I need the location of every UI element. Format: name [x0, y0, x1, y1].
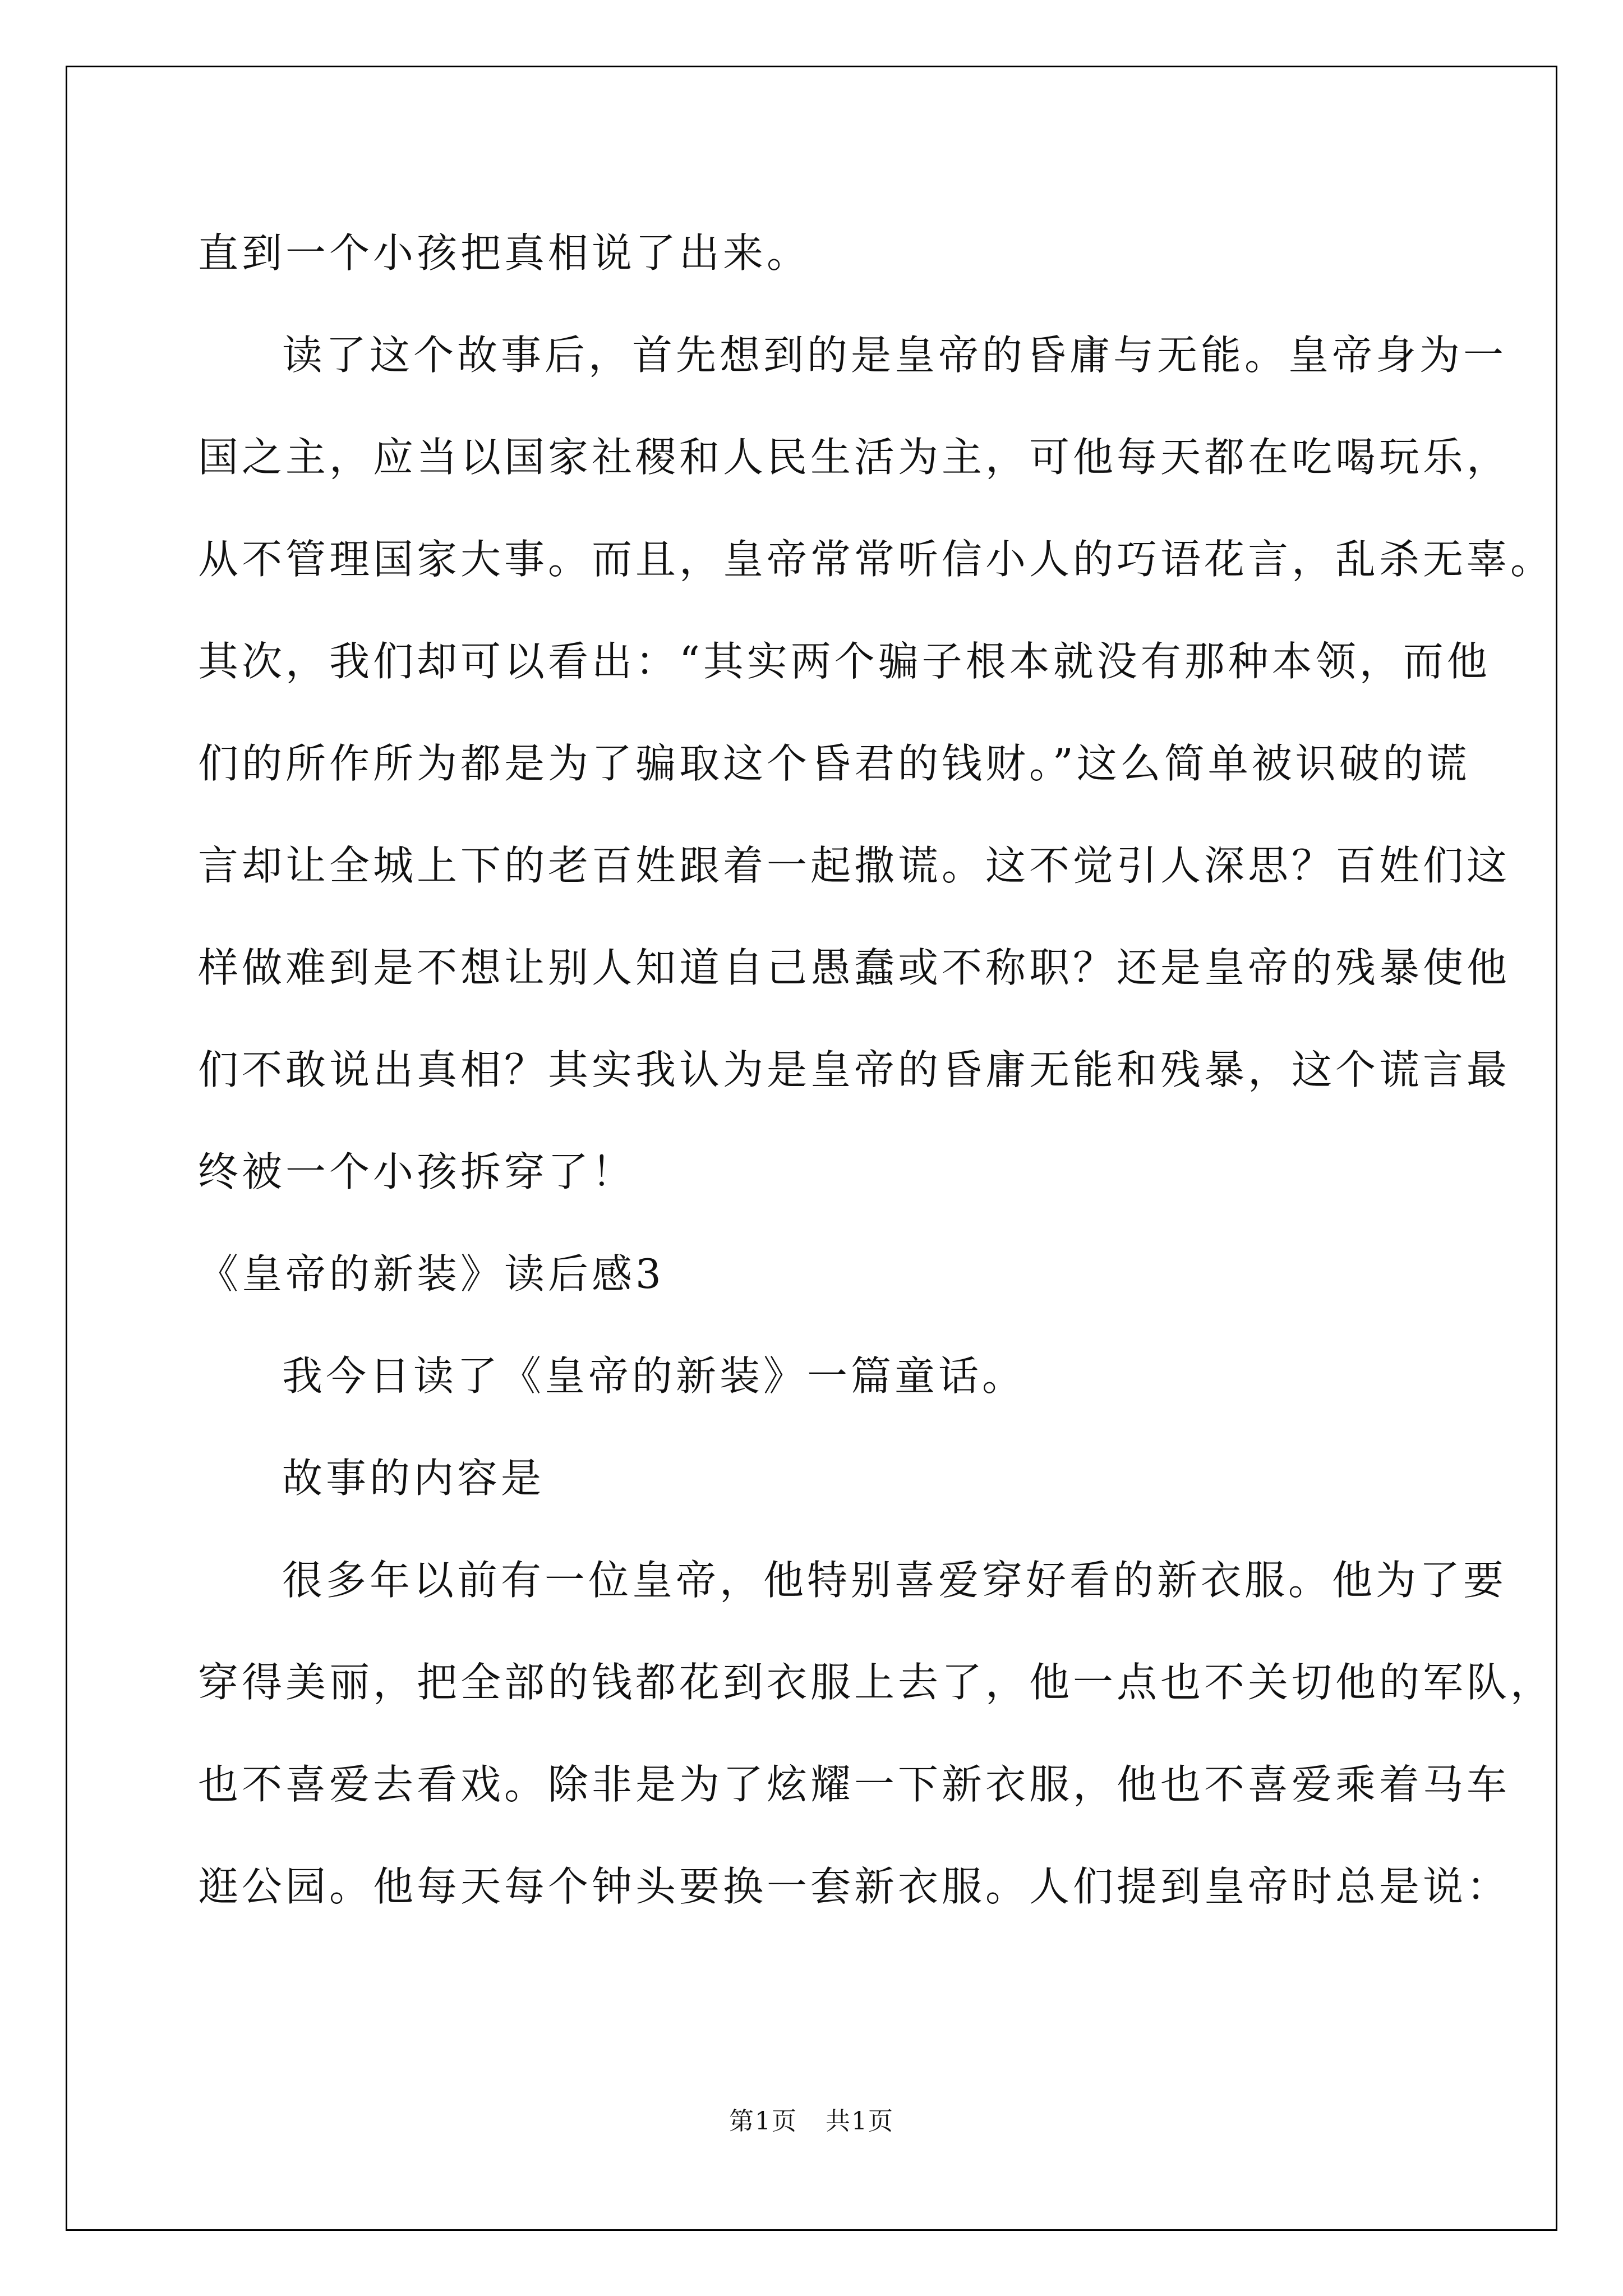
page-number: 第1页 [729, 2107, 797, 2136]
paragraph-start-line: 故事的内容是 [282, 1455, 545, 1502]
text-line: 样做难到是不想让别人知道自己愚蠢或不称职？还是皇帝的残暴使他 [198, 944, 1511, 991]
text-line: 言却让全城上下的老百姓跟着一起撒谎。这不觉引人深思？百姓们这 [198, 842, 1511, 889]
page-total: 共1页 [826, 2107, 894, 2136]
text-line: 其次，我们却可以看出：“其实两个骗子根本就没有那种本领，而他 [198, 638, 1491, 685]
text-line: 终被一个小孩拆穿了！ [198, 1148, 636, 1195]
text-line: 们不敢说出真相？其实我认为是皇帝的昏庸无能和残暴，这个谎言最 [198, 1046, 1511, 1093]
text-line: 逛公园。他每天每个钟头要换一套新衣服。人们提到皇帝时总是说： [198, 1863, 1511, 1910]
text-line: 穿得美丽，把全部的钱都花到衣服上去了，他一点也不关切他的军队， [198, 1659, 1555, 1706]
paragraph-start-line: 很多年以前有一位皇帝，他特别喜爱穿好看的新衣服。他为了要 [282, 1557, 1507, 1604]
text-line: 们的所作所为都是为了骗取这个昏君的钱财。”这么简单被识破的谎 [198, 740, 1470, 787]
paragraph-start-line: 读了这个故事后，首先想到的是皇帝的昏庸与无能。皇帝身为一 [282, 332, 1507, 379]
text-line: 从不管理国家大事。而且，皇帝常常听信小人的巧语花言，乱杀无辜。 [198, 536, 1555, 583]
text-line: 直到一个小孩把真相说了出来。 [198, 229, 811, 277]
paragraph-start-line: 我今日读了《皇帝的新装》一篇童话。 [282, 1352, 1026, 1400]
section-heading: 《皇帝的新装》读后感3 [198, 1250, 665, 1297]
page-footer [0, 2101, 1623, 2137]
document-body [198, 202, 1555, 1938]
text-line: 国之主，应当以国家社稷和人民生活为主，可他每天都在吃喝玩乐， [198, 434, 1511, 481]
text-line: 也不喜爱去看戏。除非是为了炫耀一下新衣服，他也不喜爱乘着马车 [198, 1761, 1511, 1808]
